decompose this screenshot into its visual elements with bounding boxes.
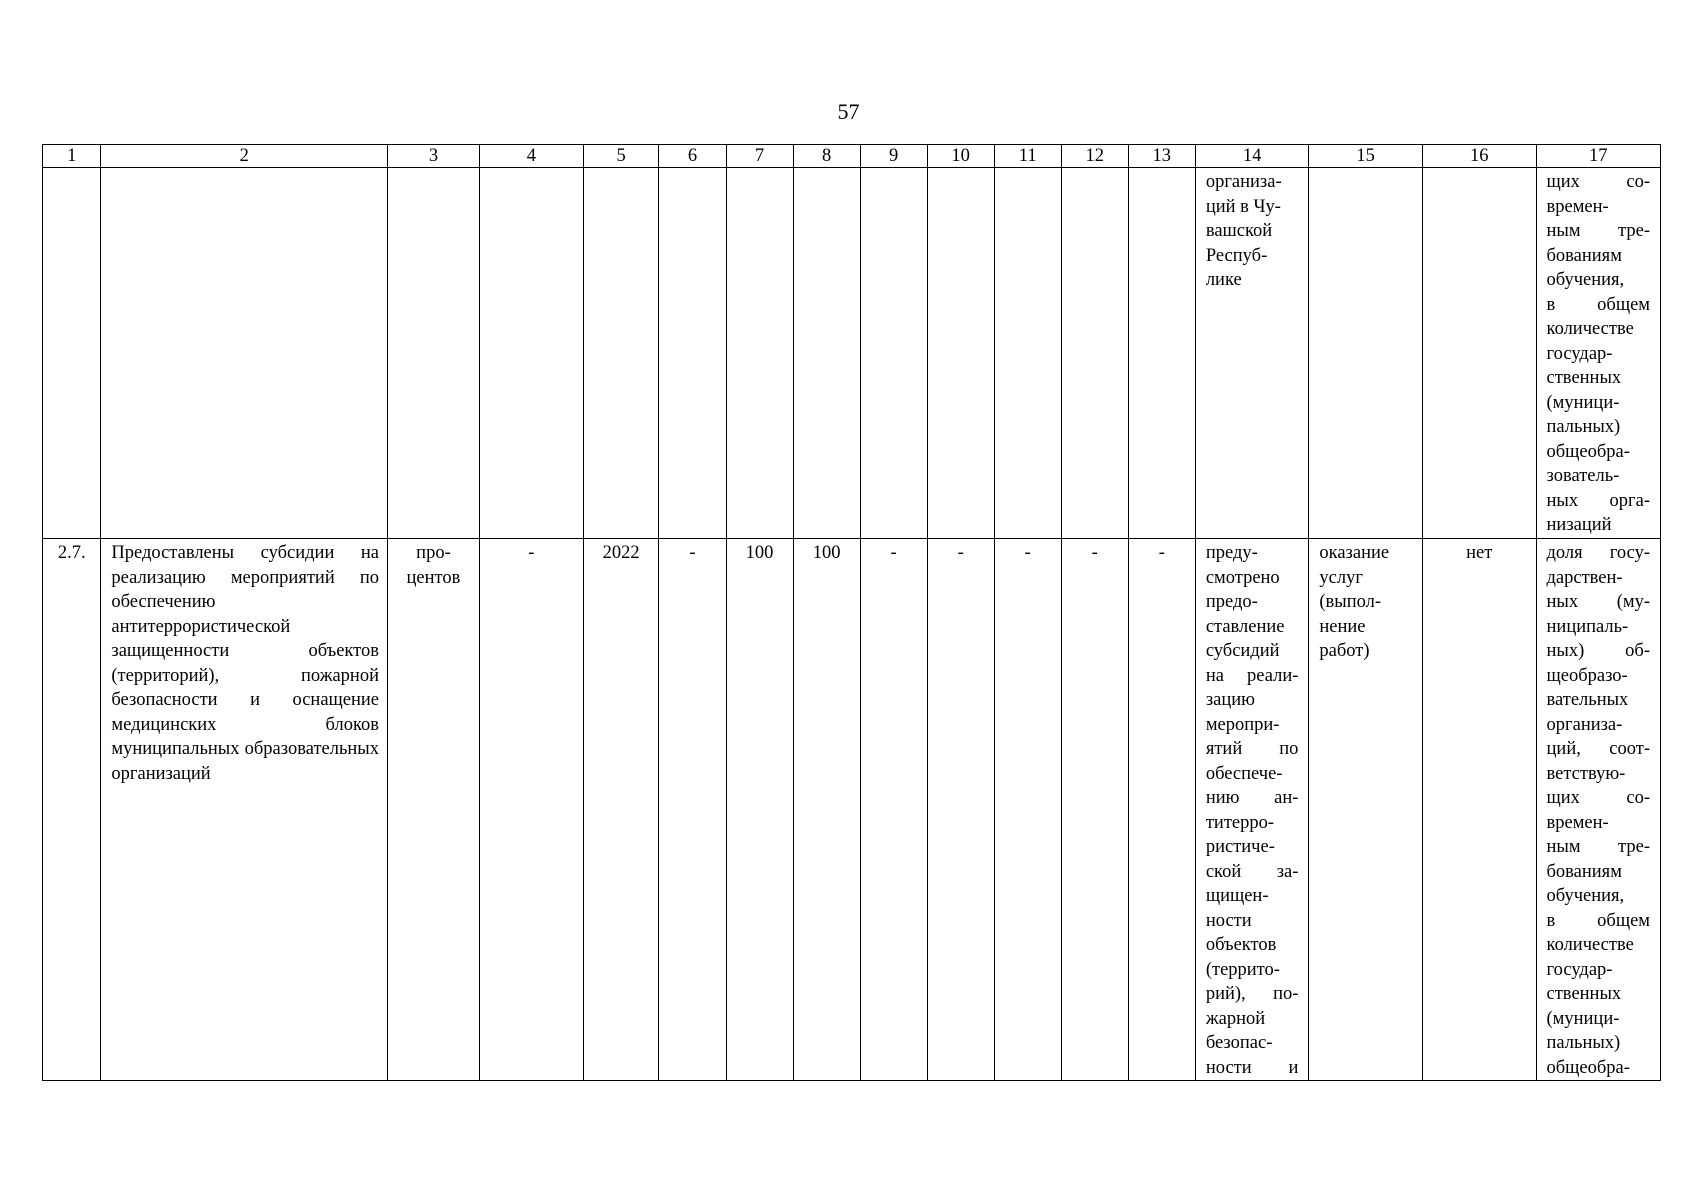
- column-number: 3: [388, 145, 480, 168]
- cell-line: Респуб-: [1205, 245, 1268, 266]
- column-number: 9: [860, 145, 927, 168]
- cell-line: щищен-: [1205, 886, 1269, 906]
- cell-line: пальных): [1546, 1033, 1621, 1053]
- cell-line: (муници-: [1546, 392, 1620, 413]
- table-row-continuation: [43, 168, 1661, 539]
- cell-line: центов: [406, 567, 461, 588]
- cell-line: ственных: [1546, 368, 1622, 388]
- table-cell: [1128, 168, 1195, 539]
- page-number: 57: [837, 99, 860, 124]
- cell-line: организа-: [1205, 172, 1282, 192]
- cell-line: лике: [1205, 270, 1242, 290]
- table-cell: [726, 168, 793, 539]
- basis-cell: [1195, 539, 1309, 1081]
- unit-cell: [388, 539, 480, 1081]
- cell-line: ниципаль-: [1546, 616, 1629, 637]
- cell-line: зователь-: [1546, 466, 1620, 486]
- table-cell: [388, 168, 480, 539]
- value-cell: нет: [1422, 539, 1536, 1081]
- table-cell: [860, 168, 927, 539]
- cell-line: (выпол-: [1319, 592, 1382, 612]
- cell-line: нение: [1319, 616, 1366, 637]
- measure-name-cell: Предоставлены субсидии на реализацию мероприятий по обеспечению антитеррористической защищенности объектов (территорий), пожарной безопасности и оснащение медицинских блоков муниципальных образовательных организаций: [101, 539, 388, 1081]
- cell-line: ным тре-: [1546, 837, 1650, 857]
- table-cell: [659, 168, 726, 539]
- table-cell: [927, 168, 994, 539]
- cell-line: субсидий: [1205, 641, 1280, 661]
- cell-line: государ-: [1546, 959, 1613, 980]
- cell-line: меропри-: [1205, 714, 1280, 735]
- cell-line: в общем: [1546, 294, 1650, 315]
- cell-line: объектов: [1205, 935, 1277, 955]
- basis-cell: [1195, 168, 1309, 539]
- cell-line: количестве: [1546, 319, 1634, 339]
- cell-line: ристиче-: [1205, 837, 1275, 857]
- column-number: 16: [1422, 145, 1536, 168]
- cell-line: ставление: [1205, 616, 1285, 637]
- cell-line: щеобразо-: [1546, 665, 1628, 686]
- cell-line: безопас-: [1205, 1033, 1273, 1053]
- column-number: 14: [1195, 145, 1309, 168]
- cell-line: низаций: [1546, 515, 1612, 535]
- cell-line: ных орга-: [1546, 490, 1650, 511]
- cell-line: ций в Чу-: [1205, 196, 1281, 217]
- cell-line: в общем: [1546, 910, 1650, 931]
- table-cell: [1061, 168, 1128, 539]
- cell-line: ности и: [1205, 1057, 1299, 1078]
- cell-line: обеспече-: [1205, 763, 1283, 784]
- cell-line: дарствен-: [1546, 567, 1623, 588]
- column-number: 7: [726, 145, 793, 168]
- cell-line: щих со-: [1546, 788, 1650, 808]
- cell-line: про-: [416, 543, 451, 563]
- cell-line: ных (му-: [1546, 592, 1650, 612]
- cell-line: обучения,: [1546, 886, 1625, 906]
- cell-line: ных) об-: [1546, 641, 1650, 661]
- value-cell: -: [1128, 539, 1195, 1081]
- cell-line: ственных: [1546, 984, 1622, 1004]
- cell-line: ций, соот-: [1546, 739, 1650, 759]
- cell-line: ятий по: [1205, 739, 1299, 759]
- cell-line: государ-: [1546, 343, 1613, 364]
- value-cell: 100: [726, 539, 793, 1081]
- value-cell: -: [479, 539, 583, 1081]
- cell-line: доля госу-: [1546, 543, 1650, 563]
- column-number: 15: [1309, 145, 1423, 168]
- row-number-cell: 2.7.: [43, 539, 101, 1081]
- cell-line: работ): [1319, 641, 1370, 661]
- cell-line: времен-: [1546, 812, 1609, 833]
- indicators-table: [42, 144, 1661, 1081]
- cell-line: услуг: [1319, 567, 1363, 588]
- cell-line: (муници-: [1546, 1008, 1620, 1029]
- column-number: 8: [793, 145, 860, 168]
- indicator-cell: [1536, 168, 1660, 539]
- service-type-cell: [1309, 539, 1423, 1081]
- column-number-row: [43, 145, 1661, 168]
- value-cell: 100: [793, 539, 860, 1081]
- table-cell: [1422, 168, 1536, 539]
- cell-line: смотрено: [1205, 567, 1280, 588]
- table-row-2-7: [43, 539, 1661, 1081]
- value-cell: -: [659, 539, 726, 1081]
- cell-line: зацию: [1205, 690, 1255, 710]
- column-number: 1: [43, 145, 101, 168]
- cell-line: предо-: [1205, 592, 1258, 612]
- cell-line: бованиям: [1546, 245, 1622, 266]
- cell-line: преду-: [1205, 543, 1258, 563]
- cell-line: вательных: [1546, 690, 1629, 710]
- table-cell: [793, 168, 860, 539]
- cell-line: оказание: [1319, 543, 1390, 563]
- value-cell: -: [927, 539, 994, 1081]
- cell-line: (террито-: [1205, 959, 1280, 980]
- column-number: 11: [994, 145, 1061, 168]
- table-cell: [583, 168, 659, 539]
- value-cell: 2022: [583, 539, 659, 1081]
- cell-line: жарной: [1205, 1008, 1266, 1029]
- cell-line: общеобра-: [1546, 441, 1630, 462]
- cell-line: ности: [1205, 910, 1252, 931]
- table-cell: [43, 168, 101, 539]
- cell-line: ской за-: [1205, 861, 1299, 882]
- table-cell: [1309, 168, 1423, 539]
- cell-line: общеобра-: [1546, 1057, 1630, 1078]
- cell-line: организа-: [1546, 714, 1623, 735]
- cell-line: ным тре-: [1546, 221, 1650, 241]
- cell-line: ветствую-: [1546, 763, 1626, 784]
- cell-line: бованиям: [1546, 861, 1622, 882]
- column-number: 4: [479, 145, 583, 168]
- column-number: 17: [1536, 145, 1660, 168]
- column-number: 13: [1128, 145, 1195, 168]
- indicator-cell: [1536, 539, 1660, 1081]
- cell-line: на реали-: [1205, 665, 1299, 686]
- cell-line: нию ан-: [1205, 788, 1299, 808]
- value-cell: -: [994, 539, 1061, 1081]
- cell-line: рий), по-: [1205, 984, 1299, 1004]
- table-cell: [479, 168, 583, 539]
- cell-line: пальных): [1546, 417, 1621, 437]
- value-cell: -: [860, 539, 927, 1081]
- value-cell: -: [1061, 539, 1128, 1081]
- cell-line: титерро-: [1205, 812, 1275, 833]
- cell-line: количестве: [1546, 935, 1634, 955]
- column-number: 12: [1061, 145, 1128, 168]
- table-cell: [101, 168, 388, 539]
- cell-line: щих со-: [1546, 172, 1650, 192]
- column-number: 6: [659, 145, 726, 168]
- table-cell: [994, 168, 1061, 539]
- cell-line: вашской: [1205, 221, 1273, 241]
- column-number: 10: [927, 145, 994, 168]
- cell-line: обучения,: [1546, 270, 1625, 290]
- cell-line: времен-: [1546, 196, 1609, 217]
- column-number: 2: [101, 145, 388, 168]
- column-number: 5: [583, 145, 659, 168]
